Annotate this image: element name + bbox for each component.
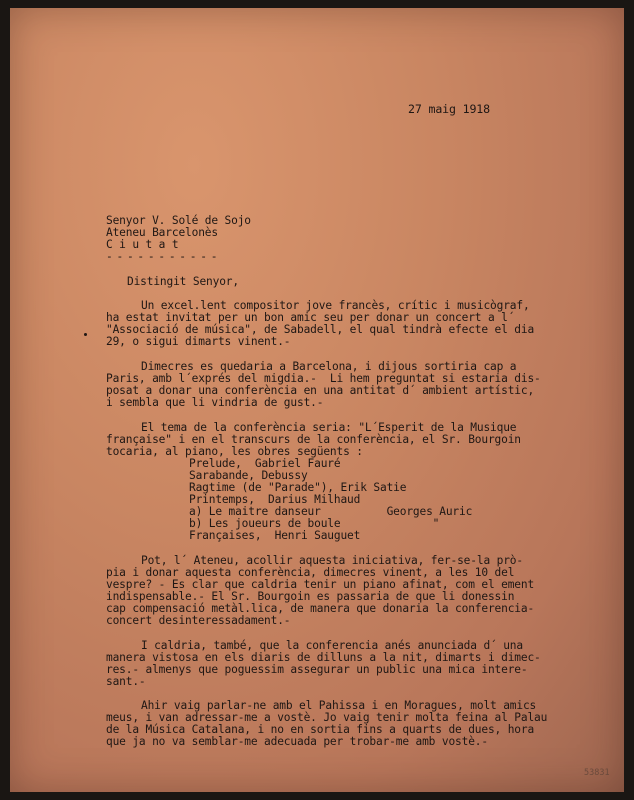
body-line: 29, o sigui dimarts vinent.- [106, 335, 291, 348]
program-item: Ragtime (de "Parade"), Erik Satie [189, 481, 407, 494]
program-item: Prelude, Gabriel Fauré [189, 457, 341, 470]
body-line: tocaria, al piano, les obres següents : [106, 445, 363, 458]
body-line: cap compensació metàl.lica, de manera que donaria la conferencia- [106, 602, 535, 615]
program-item: b) Les joueurs de boule " [189, 517, 440, 530]
body-line: El tema de la conferència seria: "L´Esperit de la Musique [141, 421, 517, 434]
recipient-line: Senyor V. Solé de Sojo [106, 214, 251, 227]
body-line: Paris, amb l´exprés del migdia.- Li hem preguntat si estaria dis- [106, 372, 541, 385]
body-line: indispensable.- El Sr. Bourgoin es passaria de que li donessin [106, 590, 515, 603]
body-line: sant.- [106, 675, 146, 688]
recipient-line: C i u t a t [106, 238, 179, 251]
body-line: française" i en el transcurs de la conferència, el Sr. Bourgoin [106, 433, 521, 446]
program-item: Sarabande, Debussy [189, 469, 308, 482]
body-line: vespre? - Es clar que caldria tenir un piano afinat, com el ement [106, 578, 535, 591]
body-line: posat a donar una conferència en una antitat d´ ambient artístic, [106, 384, 535, 397]
recipient-line: Ateneu Barcelonès [106, 226, 218, 239]
program-item: Françaises, Henri Sauguet [189, 529, 361, 542]
body-line: de la Música Catalana, i no en sortia fins a quarts de dues, hora [106, 723, 535, 736]
margin-dot [84, 333, 87, 336]
body-line: res.- almenys que poguessim assegurar un public una mica intere- [106, 663, 528, 676]
body-line: "Associació de música", de Sabadell, el qual tindrà efecte el dia [106, 323, 535, 336]
body-line: Dimecres es quedaria a Barcelona, i dijous sortiria cap a [141, 360, 517, 373]
body-line: pia i donar aquesta conferència, dimecres vinent, a les 10 del [106, 566, 515, 579]
body-line: que ja no va semblar-me adecuada per trobar-me amb vostè.- [106, 735, 488, 748]
archive-number: 53831 [584, 768, 610, 778]
body-line: Pot, l´ Ateneu, acollir aquesta iniciativa, fer-se-la prò- [141, 554, 523, 567]
body-line: manera vistosa en els diaris de dilluns a la nit, dimarts i dimec- [106, 651, 541, 664]
letter-date: 27 maig 1918 [408, 102, 490, 116]
body-line: I caldria, també, que la conferencia anés anunciada d´ una [141, 639, 523, 652]
program-item: a) Le maitre danseur Georges Auric [189, 505, 473, 518]
salutation: Distingit Senyor, [127, 275, 239, 288]
body-line: concert desinteressadament.- [106, 614, 291, 627]
body-line: Un excel.lent compositor jove francès, crític i musicògraf, [141, 299, 530, 312]
body-line: meus, i van adressar-me a vostè. Jo vaig tenir molta feina al Palau [106, 711, 548, 724]
recipient-underline: - - - - - - - - - - - [106, 250, 216, 263]
body-line: ha estat invitat per un bon amic seu per donar un concert a l´ [106, 311, 515, 324]
body-line: i sembla que li vindria de gust.- [106, 396, 324, 409]
program-item: Printemps, Darius Milhaud [189, 493, 361, 506]
body-line: Ahir vaig parlar-ne amb el Pahissa i en Moragues, molt amics [141, 699, 537, 712]
